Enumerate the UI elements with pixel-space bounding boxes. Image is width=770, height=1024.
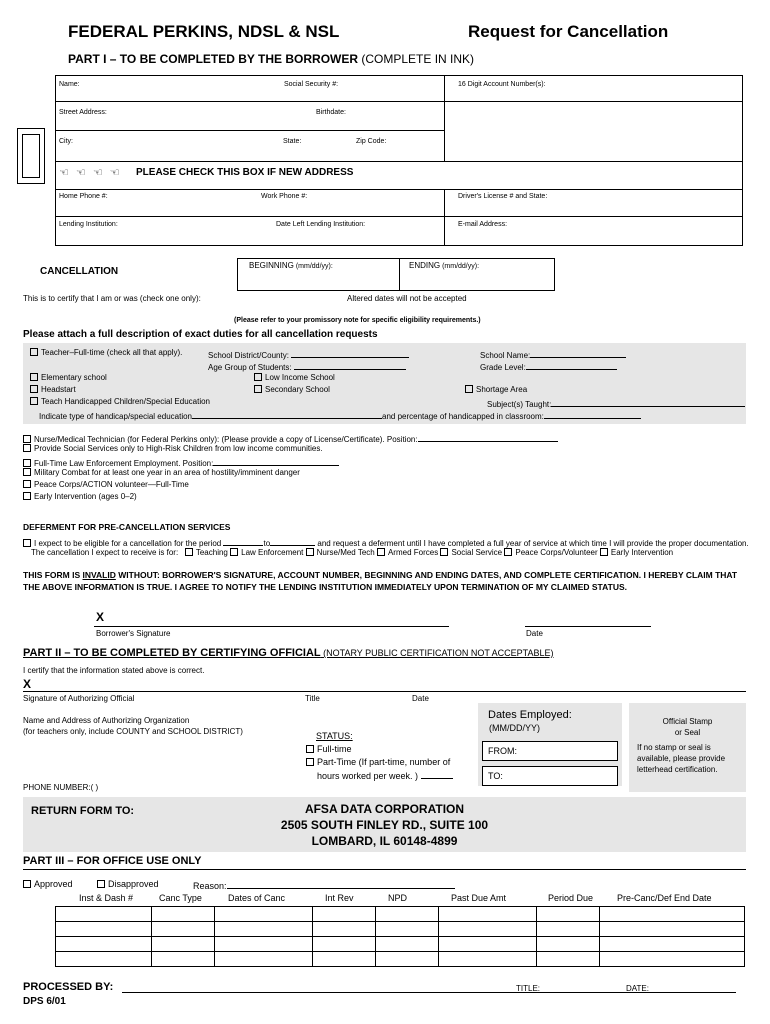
hours-per-week-field[interactable]: hours worked per week. ) (317, 769, 453, 781)
ssn-label: Social Security #: (284, 81, 339, 88)
borrower-sig-label: Borrower's Signature (96, 629, 171, 638)
parttime-option[interactable]: Part-Time (If part-time, number of (306, 757, 450, 767)
col-canc-type: Canc Type (159, 893, 202, 903)
col-end-date: Pre-Canc/Def End Date (617, 893, 712, 903)
checkbox[interactable] (254, 373, 262, 381)
checkbox[interactable] (23, 880, 31, 888)
pointing-hand-icon: ☜ ☜ ☜ ☜ (59, 167, 122, 179)
official-sig-x: X (23, 677, 32, 691)
checkbox[interactable] (306, 548, 314, 556)
checkbox[interactable] (23, 468, 31, 476)
phone-number-label: PHONE NUMBER:( ) (23, 783, 99, 792)
status-label: STATUS: (316, 731, 353, 741)
part3-heading: PART III – FOR OFFICE USE ONLY (23, 855, 202, 867)
table-row (56, 952, 745, 967)
checkbox[interactable] (254, 385, 262, 393)
org-name-note: (for teachers only, include COUNTY and SCHOOL DISTRICT) (23, 727, 243, 736)
deferment-period-line[interactable]: I expect to be eligible for a cancellation for the period to and request a deferment until I have completed a full year of service at which time I will provide the proper documentation. (23, 536, 749, 548)
checkbox[interactable] (465, 385, 473, 393)
checkbox[interactable] (23, 459, 31, 467)
table-row (56, 907, 745, 922)
return-company: AFSA DATA CORPORATION (304, 802, 465, 816)
social-services-option[interactable]: Provide Social Services only to High-Risk Children from low income communities. (23, 444, 323, 453)
return-form-label: RETURN FORM TO: (31, 805, 135, 817)
dates-employed-label: Dates Employed: (488, 709, 572, 721)
refer-note: (Please refer to your promissory note for specific eligibility requirements.) (234, 317, 481, 324)
law-enforcement-option[interactable]: Full-Time Law Enforcement Employment. Position: (23, 456, 339, 468)
footer-title-label: TITLE: (516, 984, 541, 993)
deferment-heading: DEFERMENT FOR PRE-CANCELLATION SERVICES (23, 522, 231, 532)
checkbox[interactable] (23, 444, 31, 452)
processed-by-label: PROCESSED BY: (23, 981, 114, 993)
office-use-table (55, 906, 745, 967)
borrower-date-line[interactable] (525, 626, 651, 627)
birthdate-label: Birthdate: (316, 109, 346, 116)
date-left-label: Date Left Lending Institution: (276, 221, 366, 228)
account-label: 16 Digit Account Number(s): (458, 81, 546, 88)
subjects-field[interactable]: Subject(s) Taught: (487, 397, 745, 409)
checkbox[interactable] (600, 548, 608, 556)
cancellation-label: CANCELLATION (40, 266, 119, 277)
col-npd: NPD (388, 893, 408, 903)
table-row (56, 922, 745, 937)
col-period-due: Period Due (548, 893, 594, 903)
checkbox[interactable] (23, 435, 31, 443)
deferment-type-line[interactable]: The cancellation I expect to receive is for: Teaching Law Enforcement Nurse/Med Tech Armed Forces Social Service Peace Corps/Volunteer Early Intervention (31, 548, 674, 557)
official-title-label: Title (305, 694, 320, 703)
school-name-field[interactable]: School Name: (480, 348, 626, 360)
drivers-license-label: Driver's License # and State: (458, 193, 548, 200)
official-signature-line[interactable] (23, 691, 746, 692)
stamp-note: If no stamp or seal is available, please provide letterhead certification. (637, 743, 726, 774)
footer-date-label: DATE: (626, 984, 649, 993)
state-label: State: (283, 138, 302, 145)
stamp-title: Official Stamp (662, 717, 713, 726)
checkbox[interactable] (30, 397, 38, 405)
lending-institution-label: Lending Institution: (59, 221, 118, 228)
nurse-option[interactable]: Nurse/Medical Technician (for Federal Perkins only): (Please provide a copy of License/Certificate). Position: (23, 432, 558, 444)
street-label: Street Address: (59, 109, 107, 116)
approved-option[interactable]: Approved (23, 879, 73, 889)
reason-field[interactable]: Reason: (193, 879, 455, 891)
stamp-title2: or Seal (674, 728, 701, 737)
beginning-label: BEGINNING (mm/dd/yy): (249, 261, 333, 270)
name-label: Name: (59, 81, 80, 88)
org-name-label: Name and Address of Authorizing Organization (23, 716, 190, 725)
ending-label: ENDING (mm/dd/yy): (409, 261, 480, 270)
home-phone-label: Home Phone #: (59, 193, 108, 200)
handicap-type-field[interactable]: Indicate type of handicap/special education and percentage of handicapped in classroom: (39, 409, 641, 421)
borrower-sig-x: X (96, 610, 105, 624)
zip-label: Zip Code: (356, 138, 387, 145)
checkbox[interactable] (23, 480, 31, 488)
handicapped-option[interactable]: Teach Handicapped Children/Special Education (30, 397, 210, 406)
checkbox[interactable] (23, 492, 31, 500)
checkbox[interactable] (30, 348, 38, 356)
checkbox[interactable] (30, 385, 38, 393)
checkbox[interactable] (504, 548, 512, 556)
col-inst: Inst & Dash # (79, 893, 134, 903)
certify-text: This is to certify that I am or was (check one only): (23, 294, 201, 303)
form-title: FEDERAL PERKINS, NDSL & NSL (68, 22, 340, 41)
official-date-label: Date (412, 694, 429, 703)
checkbox[interactable] (440, 548, 448, 556)
checkbox[interactable] (306, 745, 314, 753)
checkbox[interactable] (23, 539, 31, 547)
altered-dates-note: Altered dates will not be accepted (347, 294, 467, 303)
form-subtitle: Request for Cancellation (468, 22, 669, 41)
age-group-field[interactable]: Age Group of Students: (208, 360, 406, 372)
return-address2: LOMBARD, IL 60148-4899 (311, 834, 458, 848)
address-tab-inner (22, 134, 40, 178)
table-row (56, 937, 745, 952)
checkbox[interactable] (230, 548, 238, 556)
grade-level-field[interactable]: Grade Level: (480, 360, 617, 372)
new-address-label: PLEASE CHECK THIS BOX IF NEW ADDRESS (136, 167, 354, 178)
borrower-date-label: Date (526, 629, 543, 638)
to-label: TO: (488, 771, 503, 781)
district-field[interactable]: School District/County: (208, 348, 409, 360)
dates-employed-format: (MM/DD/YY) (489, 723, 540, 733)
low-income-option[interactable]: Low Income School (254, 373, 335, 382)
col-dates: Dates of Canc (228, 893, 286, 903)
secondary-option[interactable]: Secondary School (254, 385, 330, 394)
early-intervention-option[interactable]: Early Intervention (ages 0–2) (23, 492, 137, 501)
borrower-signature-line[interactable] (94, 626, 449, 627)
checkbox[interactable] (306, 758, 314, 766)
part2-heading: PART II – TO BE COMPLETED BY CERTIFYING OFFICIAL (NOTARY PUBLIC CERTIFICATION NOT ACCEPTABLE) (23, 647, 554, 659)
col-past-due: Past Due Amt (451, 893, 507, 903)
shortage-option[interactable]: Shortage Area (465, 385, 527, 394)
peace-corps-option[interactable]: Peace Corps/ACTION volunteer—Full-Time (23, 480, 189, 489)
teacher-fulltime-option[interactable]: Teacher–Full-time (check all that apply). (30, 348, 182, 357)
checkbox[interactable] (185, 548, 193, 556)
invalid-notice: THIS FORM IS INVALID WITHOUT: BORROWER'S SIGNATURE, ACCOUNT NUMBER, BEGINNING AND ENDING DATES, AND COMPLETE CERTIFICATION. I HEREBY CLAIM THAT THE ABOVE INFORMATION IS TRUE. I AGREE TO NOTIFY THE LENDING INSTITUTION IMMEDIATELY UPON TERMINATION OF MY CLAIMED STATUS. (23, 570, 738, 592)
checkbox[interactable] (97, 880, 105, 888)
elementary-option[interactable]: Elementary school (30, 373, 107, 382)
military-option[interactable]: Military Combat for at least one year in an area of hostility/imminent danger (23, 468, 300, 477)
from-label: FROM: (488, 746, 517, 756)
email-label: E-mail Address: (458, 221, 508, 228)
checkbox[interactable] (377, 548, 385, 556)
part1-heading: PART I – TO BE COMPLETED BY THE BORROWER (COMPLETE IN INK) (68, 52, 475, 66)
city-label: City: (59, 138, 73, 145)
return-address1: 2505 SOUTH FINLEY RD., SUITE 100 (280, 818, 489, 832)
form-id: DPS 6/01 (23, 996, 66, 1007)
col-int-rev: Int Rev (325, 893, 354, 903)
fulltime-option[interactable]: Full-time (306, 744, 352, 754)
disapproved-option[interactable]: Disapproved (97, 879, 159, 889)
attach-note: Please attach a full description of exact duties for all cancellation requests (23, 329, 378, 340)
headstart-option[interactable]: Headstart (30, 385, 76, 394)
official-certify-text: I certify that the information stated above is correct. (23, 666, 205, 675)
official-sig-label: Signature of Authorizing Official (23, 694, 135, 703)
work-phone-label: Work Phone #: (261, 193, 308, 200)
checkbox[interactable] (30, 373, 38, 381)
